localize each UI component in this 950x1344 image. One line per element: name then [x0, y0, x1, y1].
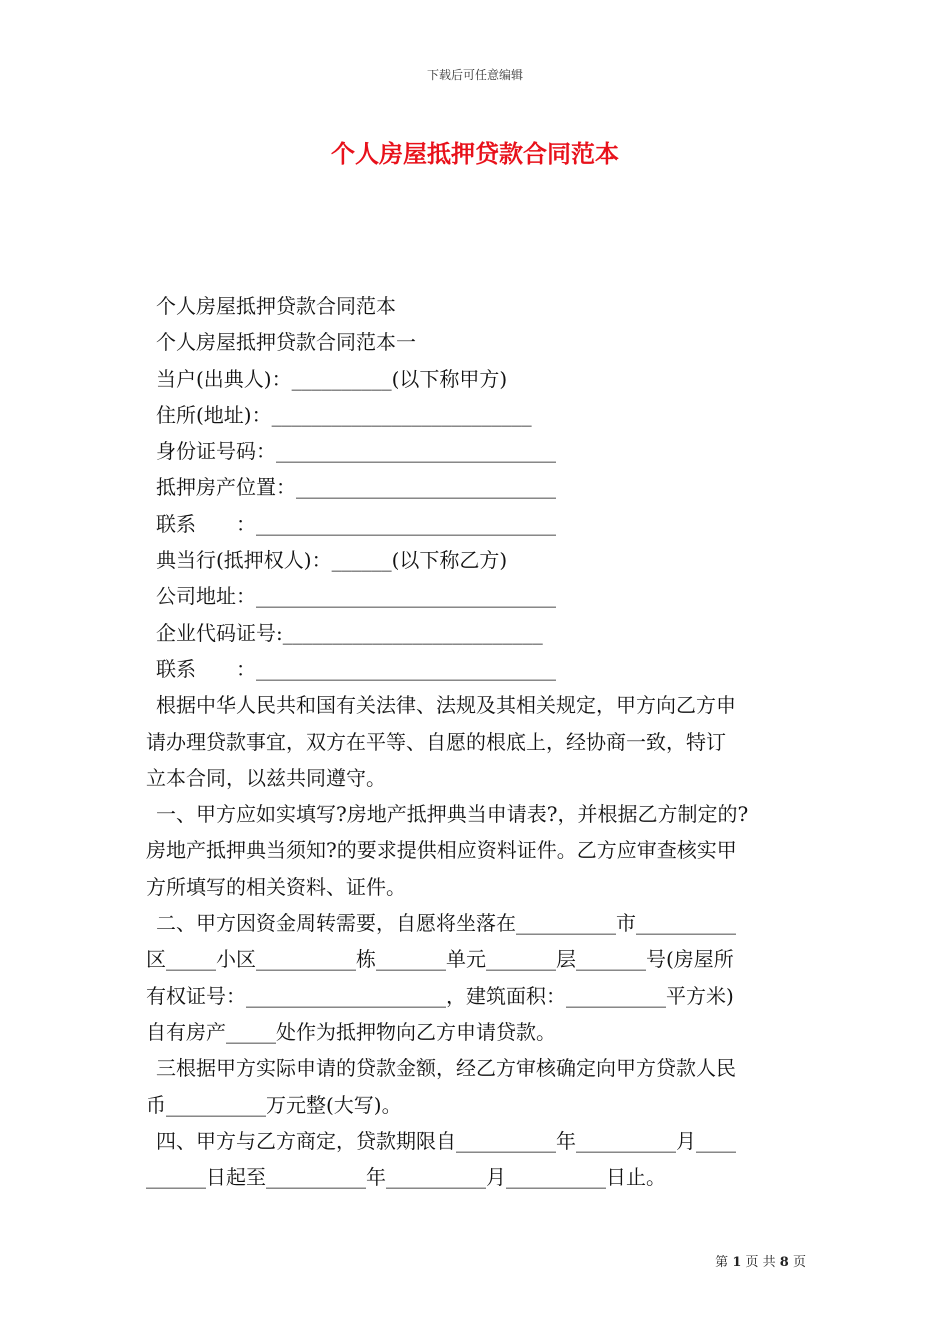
- clause-3-line: 三根据甲方实际申请的贷款金额，经乙方审核确定向甲方贷款人民: [156, 1056, 736, 1081]
- clause-4-line: 四、甲方与乙方商定，贷款期限自__________年__________月____: [156, 1128, 736, 1153]
- clause-3-paragraph: [146, 1050, 808, 1123]
- party-b-address-field: 公司地址：______________________________: [156, 584, 556, 609]
- preamble-line: 根据中华人民共和国有关法律、法规及其相关规定，甲方向乙方申: [156, 693, 736, 718]
- clause-2-line: 二、甲方因资金周转需要，自愿将坐落在__________市__________: [156, 911, 736, 936]
- clause-2-line: 区_____小区__________栋_______单元_______层_______号(房屋所: [146, 947, 734, 972]
- intro-subtitle: 个人房屋抵押贷款合同范本一: [156, 330, 416, 355]
- clause-3-line: 币__________万元整(大写)。: [146, 1092, 402, 1117]
- preamble-line: 立本合同，以兹共同遵守。: [146, 765, 386, 790]
- page-number-suffix: 页: [792, 1255, 806, 1270]
- party-a-address-field: 住所(地址)：__________________________: [156, 402, 532, 427]
- page-number-middle: 页 共: [745, 1255, 776, 1270]
- total-pages: 8: [779, 1255, 789, 1270]
- header-note: 下载后可任意编辑: [426, 68, 523, 82]
- party-a-contact-field: 联系 ：______________________________: [156, 511, 556, 536]
- party-b-holder-field: 典当行(抵押权人)：______(以下称乙方): [156, 548, 508, 573]
- document-body: [146, 288, 808, 1195]
- clause-2-line: 自有房产_____处作为抵押物向乙方申请贷款。: [146, 1019, 556, 1044]
- page-number: [715, 1251, 806, 1270]
- party-a-holder-field: 当户(出典人)：__________(以下称甲方): [156, 366, 508, 391]
- party-b-contact-field: 联系 ：______________________________: [156, 656, 556, 681]
- clause-4-paragraph: [146, 1123, 808, 1196]
- page-number-prefix: 第: [715, 1255, 729, 1270]
- clause-4-line: ______日起至__________年__________月__________日止。: [146, 1165, 666, 1190]
- party-b-code-field: 企业代码证号:__________________________: [156, 620, 543, 645]
- preamble-paragraph: [146, 687, 808, 796]
- clause-1-line: 方所填写的相关资料、证件。: [146, 874, 406, 899]
- mortgage-location-field: 抵押房产位置：__________________________: [156, 475, 556, 500]
- clause-1-line: 房地产抵押典当须知?的要求提供相应资料证件。乙方应审查核实甲: [146, 838, 737, 863]
- intro-title: 个人房屋抵押贷款合同范本: [156, 294, 396, 318]
- clause-1-paragraph: [146, 796, 808, 905]
- preamble-line: 请办理贷款事宜，双方在平等、自愿的根底上，经协商一致，特订: [146, 729, 726, 754]
- document-title: 个人房屋抵押贷款合同范本: [331, 139, 619, 168]
- party-a-id-field: 身份证号码：____________________________: [156, 439, 556, 464]
- clause-2-paragraph: [146, 905, 808, 1050]
- clause-1-line: 一、甲方应如实填写?房地产抵押典当申请表?，并根据乙方制定的?: [156, 802, 749, 827]
- clause-2-line: 有权证号：____________________，建筑面积：__________平方米): [146, 983, 734, 1008]
- current-page: 1: [732, 1255, 742, 1270]
